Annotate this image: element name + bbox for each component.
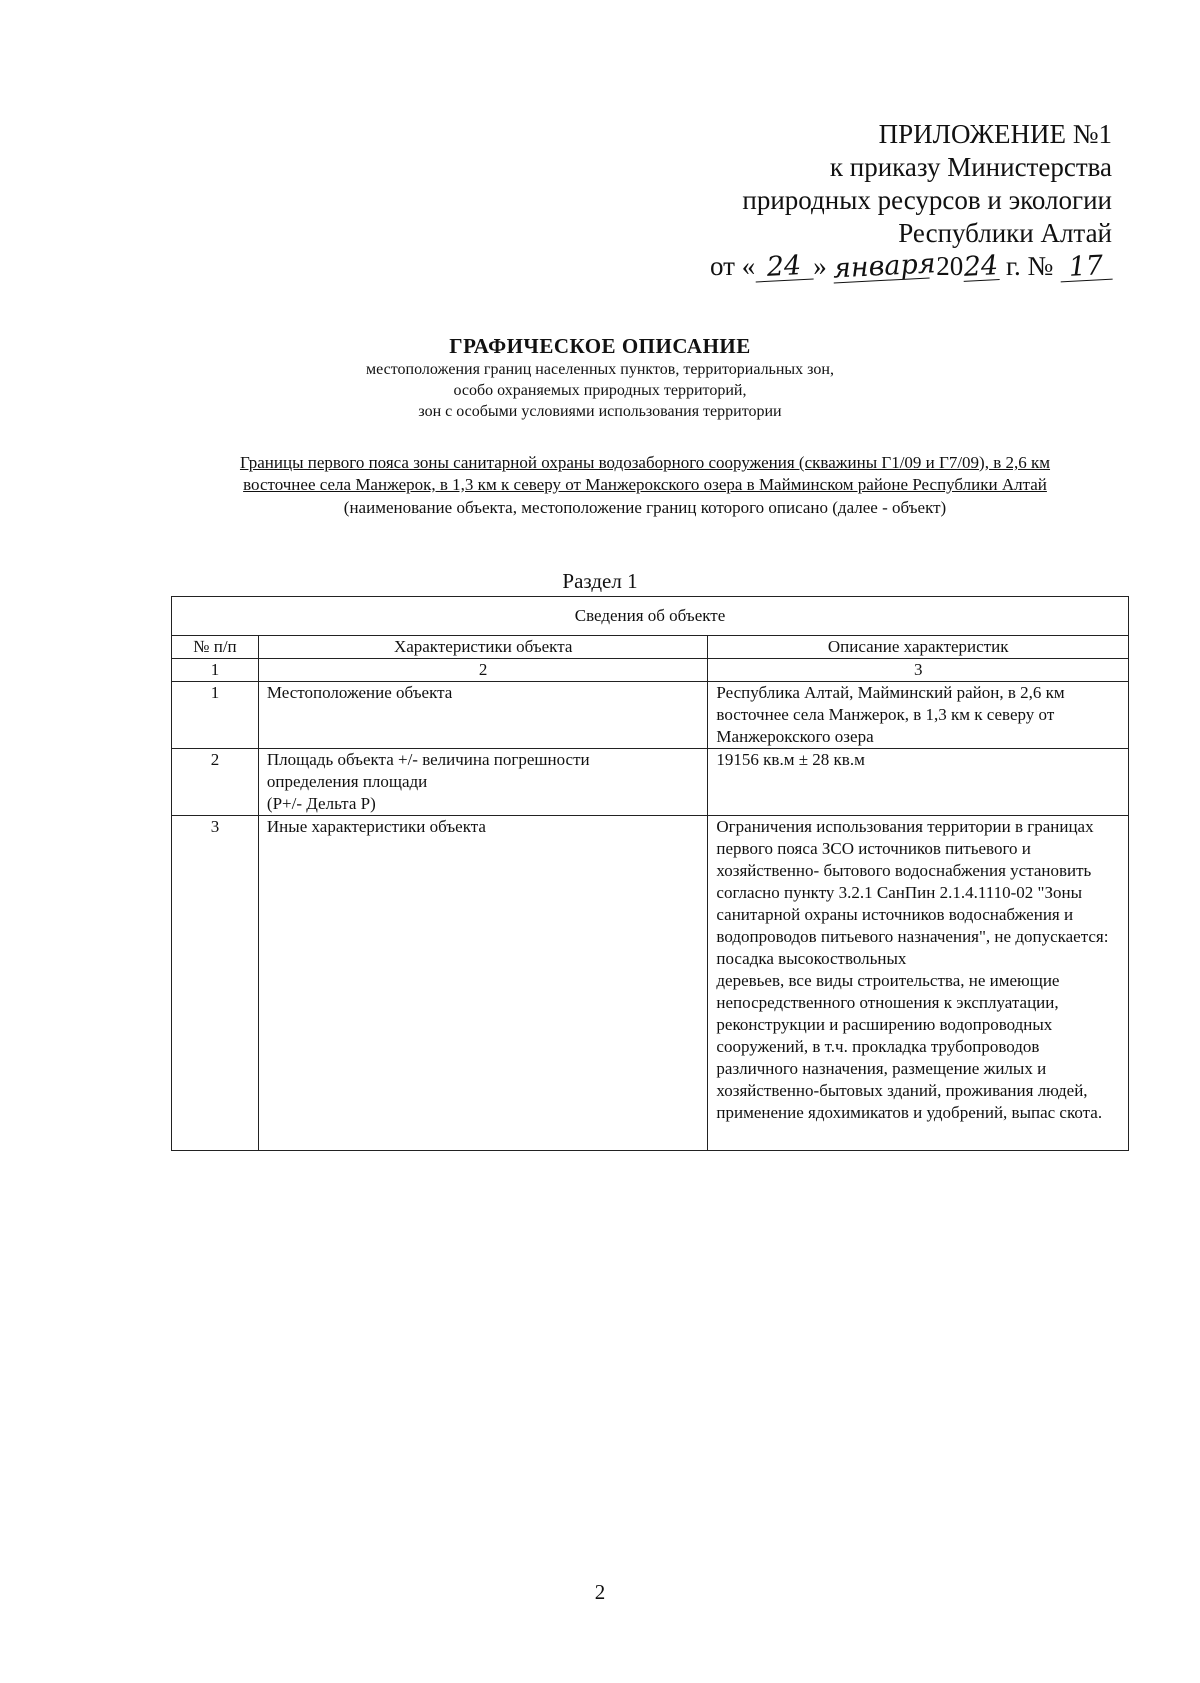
handwritten-year: 24 — [963, 250, 1000, 283]
row-number: 1 — [172, 682, 259, 749]
row-description: Ограничения использования территории в границах первого пояса ЗСО источников питьевого и хозяйственно- бытового водоснабжения установить согласно пункту 3.2.1 СанПин 2.1.4.1110-02 "Зоны санитарной охраны источников водоснабжения и водопроводов питьевого назначения", не допускается: посадка высокоствольных деревьев, все виды строительства, не имеющие непосредственного отношения к эксплуатации, реконструкции и расширению водопроводных сооружений, в т.ч. прокладка трубопроводов различного назначения, размещение жилых и хозяйственно-бытовых зданий, проживания людей, применение ядохимикатов и удобрений, выпас скота. — [708, 816, 1129, 1151]
date-year-prefix: 20 — [929, 251, 964, 281]
appendix-date-line — [710, 250, 1112, 283]
object-name-block — [170, 452, 1120, 519]
header-description: Описание характеристик — [708, 636, 1129, 659]
row-number: 3 — [172, 816, 259, 1151]
title-block — [0, 333, 1200, 422]
handwritten-order-number: 17 — [1059, 253, 1112, 283]
page-number: 2 — [594, 1580, 606, 1604]
document-title: ГРАФИЧЕСКОЕ ОПИСАНИЕ — [449, 334, 751, 358]
appendix-line-order: к приказу Министерства — [829, 152, 1112, 182]
object-name-line-2: восточнее села Манжерок, в 1,3 км к северу от Манжерокского озера в Майминском районе Республики Алтай — [243, 475, 1047, 494]
document-subtitle-1: местоположения границ населенных пунктов, территориальных зон, — [366, 361, 834, 378]
object-name-line-1: Границы первого пояса зоны санитарной охраны водозаборного сооружения (скважины Г1/09 и Г7/09), в 2,6 км — [239, 453, 1051, 472]
row-characteristic: Площадь объекта +/- величина погрешности определения площади (Р+/- Дельта Р) — [258, 749, 708, 816]
column-number-2: 2 — [258, 659, 708, 682]
date-prefix: от « — [710, 251, 756, 281]
appendix-header — [710, 118, 1112, 283]
document-subtitle-3: зон с особыми условиями использования территории — [418, 403, 782, 420]
table-title: Сведения об объекте — [172, 597, 1129, 636]
object-name-caption: (наименование объекта, местоположение границ которого описано (далее - объект) — [343, 498, 947, 517]
section-label: Раздел 1 — [562, 569, 638, 593]
table-header-row — [172, 636, 1129, 659]
row-number: 2 — [172, 749, 259, 816]
handwritten-day: 24 — [755, 253, 814, 283]
table-column-numbers-row — [172, 659, 1129, 682]
date-suffix: г. № — [999, 251, 1060, 281]
appendix-line-ministry: природных ресурсов и экологии — [742, 185, 1112, 215]
appendix-title: ПРИЛОЖЕНИЕ №1 — [878, 119, 1112, 149]
column-number-1: 1 — [172, 659, 259, 682]
table-title-row — [172, 597, 1129, 636]
row-characteristic: Местоположение объекта — [258, 682, 708, 749]
table-row — [172, 682, 1129, 749]
table-row — [172, 749, 1129, 816]
object-info-table — [171, 596, 1129, 1151]
column-number-3: 3 — [708, 659, 1129, 682]
handwritten-month: января — [832, 248, 937, 285]
row-characteristic: Иные характеристики объекта — [258, 816, 708, 1151]
date-mid: » — [813, 251, 834, 281]
header-number: № п/п — [172, 636, 259, 659]
header-characteristic: Характеристики объекта — [258, 636, 708, 659]
table-row — [172, 816, 1129, 1151]
row-description: 19156 кв.м ± 28 кв.м — [708, 749, 1129, 816]
row-description: Республика Алтай, Майминский район, в 2,6 км восточнее села Манжерок, в 1,3 км к северу от Манжерокского озера — [708, 682, 1129, 749]
document-subtitle-2: особо охраняемых природных территорий, — [453, 382, 747, 399]
appendix-line-republic: Республики Алтай — [898, 218, 1112, 248]
